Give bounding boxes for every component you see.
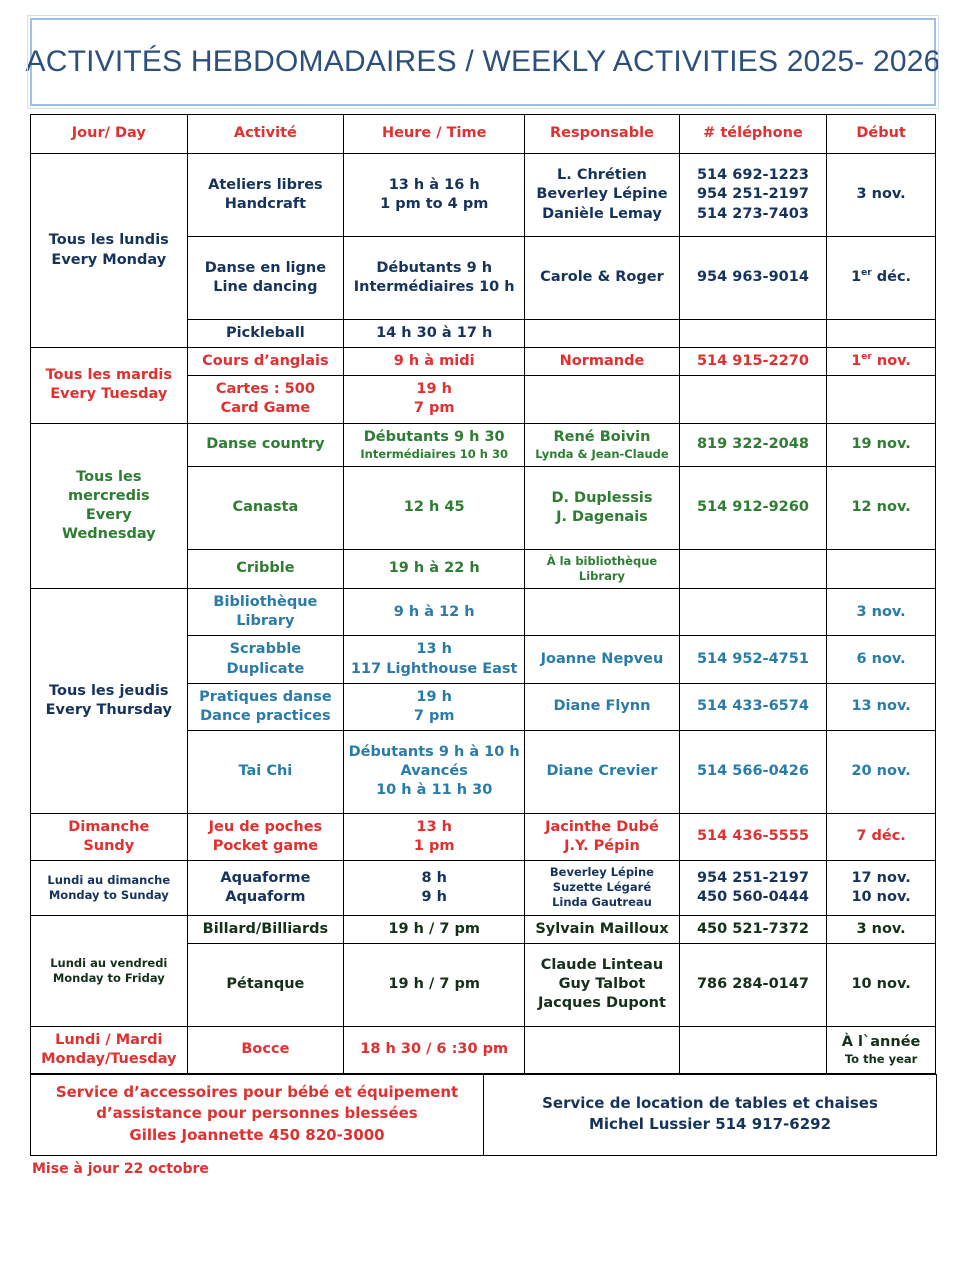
activity-fr: Bibliothèque	[213, 594, 318, 611]
start-cell: 13 nov.	[827, 683, 936, 730]
column-header-activity: Activité	[187, 115, 344, 154]
phone-cell	[679, 1026, 826, 1073]
activity-cell: Cours d’anglais	[187, 348, 344, 376]
start-2: 10 nov.	[851, 888, 911, 905]
page-title: ACTIVITÉS HEBDOMADAIRES / WEEKLY ACTIVITIES 2025- 2026	[25, 45, 941, 78]
day-label-fr: Tous les jeudis	[49, 682, 169, 699]
service-left-line2: d’assistance pour personnes blessées	[96, 1104, 418, 1123]
time-cell	[344, 813, 525, 860]
activity-cell	[187, 589, 344, 636]
start-number: 1	[851, 353, 862, 370]
phone-2: 450 560-0444	[696, 888, 809, 905]
page-title-banner	[25, 18, 941, 106]
activity-en: Aquaform	[225, 888, 306, 905]
column-header-day: Jour/ Day	[31, 115, 188, 154]
day-cell-tuesday	[31, 348, 188, 423]
day-label-en: Monday/Tuesday	[41, 1050, 177, 1067]
table-row	[31, 861, 936, 916]
activity-cell: Billard/Billiards	[187, 915, 344, 943]
time-fr: 19 h	[416, 688, 452, 705]
responsible-cell	[525, 1026, 680, 1073]
table-row	[31, 348, 936, 376]
time-cell	[344, 423, 525, 466]
activity-cell: Pétanque	[187, 943, 344, 1026]
day-label-fr: Lundi au dimanche	[47, 872, 171, 887]
start-cell	[827, 1026, 936, 1073]
responsible-1: René Boivin	[553, 428, 651, 445]
day-label-fr: Tous les mardis	[45, 367, 173, 384]
phone-cell	[679, 549, 826, 588]
responsible-3: Jacques Dupont	[537, 995, 666, 1012]
activity-cell	[187, 237, 344, 320]
phone-cell	[679, 320, 826, 348]
day-label-line2: mercredis	[67, 487, 150, 504]
phone-2: 954 251-2197	[696, 186, 809, 203]
time-1: Débutants 9 h à 10 h	[348, 744, 520, 761]
service-table-chair-rental	[484, 1075, 937, 1156]
start-cell: 3 nov.	[827, 915, 936, 943]
phone-cell: 514 433-6574	[679, 683, 826, 730]
time-cell	[344, 154, 525, 237]
start-ordinal-suffix: er	[861, 268, 872, 279]
responsible-1: Beverley Lépine	[549, 865, 654, 880]
time-2: Intermédiaires 10 h 30	[360, 446, 508, 461]
weekly-activities-table	[30, 114, 936, 1074]
services-table	[30, 1074, 937, 1156]
start-cell: 19 nov.	[827, 423, 936, 466]
responsible-cell: Normande	[525, 348, 680, 376]
day-label-en: Every Tuesday	[50, 386, 168, 403]
responsible-2: Library	[578, 568, 626, 583]
day-cell-sunday	[31, 813, 188, 860]
start-cell	[827, 861, 936, 916]
phone-cell	[679, 589, 826, 636]
activity-cell: Pickleball	[187, 320, 344, 348]
activity-cell: Tai Chi	[187, 730, 344, 813]
time-2: 9 h	[421, 888, 447, 905]
phone-cell: 514 952-4751	[679, 636, 826, 683]
time-cell	[344, 636, 525, 683]
activity-fr: Scrabble	[229, 641, 302, 658]
start-cell: 7 déc.	[827, 813, 936, 860]
time-3: 10 h à 11 h 30	[376, 782, 493, 799]
day-cell-monday-to-sunday	[31, 861, 188, 916]
time-fr: 13 h à 16 h	[388, 176, 480, 193]
time-cell: 14 h 30 à 17 h	[344, 320, 525, 348]
start-cell	[827, 376, 936, 423]
start-cell: 3 nov.	[827, 154, 936, 237]
time-cell	[344, 237, 525, 320]
responsible-cell	[525, 320, 680, 348]
table-row	[31, 154, 936, 237]
activity-fr: Ateliers libres	[208, 176, 323, 193]
activity-fr: Aquaforme	[220, 869, 311, 886]
service-baby-accessories	[31, 1075, 484, 1156]
start-cell: 12 nov.	[827, 466, 936, 549]
activity-en: Dance practices	[200, 707, 331, 724]
day-label-fr: Lundi au vendredi	[50, 955, 168, 970]
phone-3: 514 273-7403	[696, 205, 809, 222]
start-cell: 20 nov.	[827, 730, 936, 813]
responsible-1: L. Chrétien	[557, 167, 647, 184]
responsible-cell: Joanne Nepveu	[525, 636, 680, 683]
time-1: Débutants 9 h 30	[363, 428, 505, 445]
start-cell	[827, 320, 936, 348]
phone-cell: 819 322-2048	[679, 423, 826, 466]
day-label-line3: Every	[85, 506, 132, 523]
column-header-responsible: Responsable	[525, 115, 680, 154]
phone-1: 514 692-1223	[696, 167, 809, 184]
responsible-3: Danièle Lemay	[542, 205, 662, 222]
day-cell-wednesday	[31, 423, 188, 589]
table-row	[31, 589, 936, 636]
responsible-cell	[525, 813, 680, 860]
responsible-1: À la bibliothèque	[546, 553, 658, 568]
column-header-start: Début	[827, 115, 936, 154]
day-label-en: Every Thursday	[45, 702, 172, 719]
responsible-2: Suzette Légaré	[552, 880, 652, 895]
day-label-en: Monday to Sunday	[48, 887, 169, 902]
start-cell: 3 nov.	[827, 589, 936, 636]
responsible-cell	[525, 549, 680, 588]
phone-cell: 514 912-9260	[679, 466, 826, 549]
time-cell: 9 h à midi	[344, 348, 525, 376]
time-cell	[344, 376, 525, 423]
day-label-line4: Wednesday	[61, 525, 156, 542]
activity-cell	[187, 683, 344, 730]
time-cell: 19 h à 22 h	[344, 549, 525, 588]
responsible-2: Lynda & Jean-Claude	[535, 446, 669, 461]
phone-1: 954 251-2197	[696, 869, 809, 886]
activity-cell: Cribble	[187, 549, 344, 588]
responsible-2: J. Dagenais	[556, 508, 648, 525]
activity-cell	[187, 636, 344, 683]
day-label-en: Every Monday	[51, 251, 167, 268]
responsible-cell	[525, 154, 680, 237]
time-en: 7 pm	[413, 400, 455, 417]
last-update-note: Mise à jour 22 octobre	[32, 1160, 209, 1177]
time-cell: 19 h / 7 pm	[344, 943, 525, 1026]
table-header-row	[31, 115, 936, 154]
time-cell	[344, 730, 525, 813]
activity-en: Pocket game	[212, 838, 319, 855]
activity-cell	[187, 154, 344, 237]
phone-cell: 514 436-5555	[679, 813, 826, 860]
start-en: To the year	[844, 1051, 918, 1066]
activity-en: Duplicate	[226, 660, 305, 677]
service-right-line1: Service de location de tables et chaises	[542, 1093, 878, 1112]
day-cell-monday-tuesday	[31, 1026, 188, 1073]
day-cell-monday-to-friday	[31, 915, 188, 1026]
time-2: 117 Lighthouse East	[350, 660, 518, 677]
time-cell: 18 h 30 / 6 :30 pm	[344, 1026, 525, 1073]
table-row	[31, 915, 936, 943]
start-ordinal-suffix: er	[861, 352, 872, 363]
day-cell-monday	[31, 154, 188, 348]
responsible-cell: Diane Crevier	[525, 730, 680, 813]
table-row	[31, 1026, 936, 1073]
responsible-cell	[525, 466, 680, 549]
table-row	[31, 423, 936, 466]
time-cell: 19 h / 7 pm	[344, 915, 525, 943]
time-cell	[344, 683, 525, 730]
responsible-2: Beverley Lépine	[536, 186, 668, 203]
phone-cell: 450 521-7372	[679, 915, 826, 943]
time-2: Intermédiaires 10 h	[353, 279, 515, 295]
services-row	[31, 1075, 937, 1156]
activity-en: Library	[236, 613, 295, 630]
activity-en: Handcraft	[224, 196, 307, 212]
activity-fr: Cartes : 500	[215, 381, 315, 398]
responsible-3: Linda Gautreau	[552, 895, 652, 910]
responsible-1: Jacinthe Dubé	[545, 818, 659, 835]
time-1: 8 h	[421, 869, 447, 886]
phone-cell	[679, 861, 826, 916]
start-month: déc.	[871, 269, 912, 286]
responsible-cell	[525, 423, 680, 466]
day-cell-thursday	[31, 589, 188, 814]
time-en: 1 pm	[413, 838, 455, 855]
table-row	[31, 813, 936, 860]
responsible-cell: Sylvain Mailloux	[525, 915, 680, 943]
service-right-line2: Michel Lussier 514 917-6292	[588, 1114, 832, 1133]
time-en: 1 pm to 4 pm	[380, 196, 489, 212]
activity-en: Line dancing	[213, 279, 318, 295]
phone-cell: 954 963-9014	[679, 237, 826, 320]
time-cell: 9 h à 12 h	[344, 589, 525, 636]
time-cell	[344, 861, 525, 916]
activity-cell	[187, 813, 344, 860]
activity-cell	[187, 376, 344, 423]
start-cell	[827, 549, 936, 588]
phone-cell	[679, 154, 826, 237]
start-1: 17 nov.	[851, 869, 911, 886]
responsible-1: D. Duplessis	[551, 489, 653, 506]
responsible-cell: Diane Flynn	[525, 683, 680, 730]
responsible-cell	[525, 943, 680, 1026]
activity-fr: Pratiques danse	[199, 688, 332, 705]
responsible-cell	[525, 861, 680, 916]
activity-cell	[187, 861, 344, 916]
time-1: 13 h	[416, 641, 452, 658]
activity-cell: Danse country	[187, 423, 344, 466]
column-header-time: Heure / Time	[344, 115, 525, 154]
phone-cell: 514 915-2270	[679, 348, 826, 376]
start-month: nov.	[871, 353, 911, 370]
time-en: 7 pm	[413, 707, 455, 724]
start-cell	[827, 237, 936, 320]
day-label-en: Monday to Friday	[52, 970, 165, 985]
day-label-fr: Tous les lundis	[48, 232, 169, 249]
start-cell	[827, 348, 936, 376]
responsible-cell	[525, 589, 680, 636]
responsible-2: Guy Talbot	[558, 976, 646, 993]
start-cell: 10 nov.	[827, 943, 936, 1026]
activity-fr: Danse en ligne	[204, 259, 327, 276]
time-fr: 13 h	[416, 818, 452, 835]
responsible-cell	[525, 376, 680, 423]
responsible-2: J.Y. Pépin	[564, 838, 640, 855]
time-cell: 12 h 45	[344, 466, 525, 549]
phone-cell: 786 284-0147	[679, 943, 826, 1026]
service-left-line1: Service d’accessoires pour bébé et équipement	[55, 1083, 459, 1102]
phone-cell	[679, 376, 826, 423]
day-label-line1: Tous les	[76, 468, 142, 485]
day-label-en: Sundy	[83, 838, 135, 855]
time-2: Avancés	[400, 763, 468, 780]
day-label-fr: Dimanche	[68, 818, 150, 835]
start-cell: 6 nov.	[827, 636, 936, 683]
service-left-line3: Gilles Joannette 450 820-3000	[129, 1125, 385, 1144]
start-fr: À l`année	[841, 1033, 921, 1050]
responsible-cell: Carole & Roger	[525, 237, 680, 320]
day-label-fr: Lundi / Mardi	[55, 1031, 163, 1048]
time-fr: 19 h	[416, 381, 452, 398]
time-1: Débutants 9 h	[376, 259, 493, 276]
activity-cell: Bocce	[187, 1026, 344, 1073]
activity-fr: Jeu de poches	[208, 818, 323, 835]
start-number: 1	[851, 269, 862, 286]
phone-cell: 514 566-0426	[679, 730, 826, 813]
activity-cell: Canasta	[187, 466, 344, 549]
column-header-phone: # téléphone	[679, 115, 826, 154]
activity-en: Card Game	[220, 400, 311, 417]
responsible-1: Claude Linteau	[540, 957, 664, 974]
